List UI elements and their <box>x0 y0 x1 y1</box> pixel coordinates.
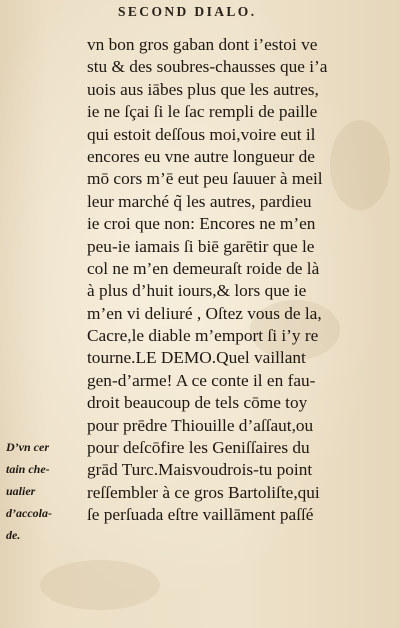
text-line: m’en vi deliuré , Oſtez vous de la, <box>87 303 322 323</box>
text-line: col ne m’en demeuraſt roide de là <box>87 258 320 278</box>
text-line: stu & des soubres-chausses que i’a <box>87 57 328 77</box>
margin-note <box>6 436 80 546</box>
text-line: qui estoit deſſous moi,voire eut il <box>87 124 316 144</box>
margin-note-line: d’accola- <box>6 506 52 520</box>
text-line: uois aus iābes plus que les autres, <box>87 79 319 99</box>
text-line: pour deſcōfire les Geniſſaires du <box>87 438 310 458</box>
text-line: droit beaucoup de tels cōme toy <box>87 393 308 413</box>
text-line: vn bon gros gaban dont i’estoi ve <box>87 35 318 54</box>
text-line: gen-d’arme! A ce conte il en fau- <box>87 370 316 390</box>
margin-note-line: D’vn cer <box>6 440 49 454</box>
text-line: à plus d’huit iours,& lors que ie <box>87 281 307 301</box>
text-line: encores eu vne autre longueur de <box>87 146 315 166</box>
text-line: tourne.LE DEMO.Quel vaillant <box>87 348 306 368</box>
text-line: ſe perſuada eſtre vaillāment paſſé <box>87 505 314 525</box>
margin-note-line: ualier <box>6 484 36 498</box>
running-head: SECOND DIALO. <box>118 4 257 19</box>
text-line: pour prēdre Thiouille d’aſſaut,ou <box>87 415 314 435</box>
text-line: leur marché q̃ les autres, pardieu <box>87 191 312 211</box>
text-line: grād Turc.Maisvoudrois-tu point <box>87 460 313 480</box>
text-line: Cacre,le diable m’emport ſi i’y re <box>87 326 319 346</box>
text-line: peu-ie iamais ſi biē garētir que le <box>87 236 315 256</box>
margin-note-line: de. <box>6 528 21 542</box>
text-line: mō cors m’ē eut peu ſauuer à meil <box>87 169 323 189</box>
body-text <box>87 34 379 527</box>
text-line: ie croi que non: Encores ne m’en <box>87 214 316 234</box>
text-line: ie ne ſçai ſi le ſac rempli de paille <box>87 102 318 122</box>
paper-stain <box>40 560 160 610</box>
margin-note-line: tain che- <box>6 462 50 476</box>
text-line: reſſembler à ce gros Bartoliſte,qui <box>87 482 320 502</box>
